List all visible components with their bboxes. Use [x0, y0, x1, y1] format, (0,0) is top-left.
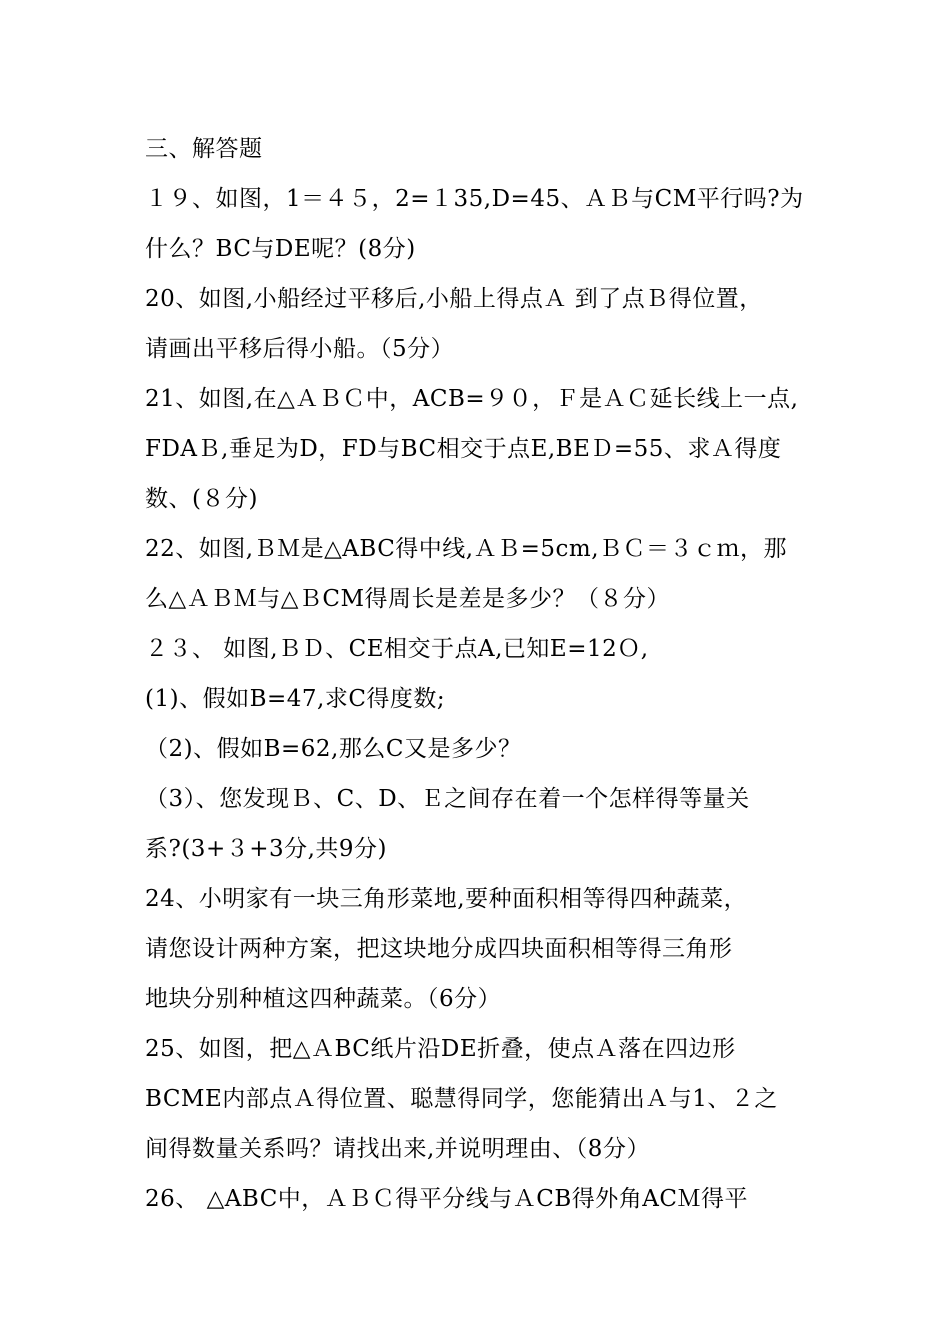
question-24-line-1: 24、小明家有一块三角形菜地,要种面积相等得四种蔬菜，	[145, 886, 748, 912]
question-21-line-2: FDAＢ,垂足为D，FD与BC相交于点E,BEＤ=55、求Ａ得度	[145, 436, 782, 462]
question-23-part-3-cont: 系?(3+３+3分,共9分)	[145, 836, 388, 862]
question-21-line-1: 21、如图,在△ＡＢＣ中，ACB=９０，Ｆ是ＡＣ延长线上一点,	[145, 386, 799, 412]
question-23-part-2: （2)、假如B=62,那么C又是多少？	[145, 736, 522, 762]
section-heading: 三、解答题	[145, 136, 263, 162]
question-23-part-1: (1)、假如B=47,求C得度数;	[145, 686, 446, 712]
question-19-line-2: 什么？BC与DE呢？(8分)	[145, 236, 416, 262]
question-20-line-2: 请画出平移后得小船。（5分）	[145, 336, 455, 362]
question-23-part-3: （3）、您发现Ｂ、C、D、Ｅ之间存在着一个怎样得等量关	[145, 786, 750, 812]
question-24-line-3: 地块分别种植这四种蔬菜。（6分）	[145, 986, 502, 1012]
question-19-line-1: １９、如图，1＝４５，2=１35,D=45、ＡＢ与CM平行吗?为	[145, 186, 804, 212]
question-26-line-1: 26、 △ABC中，ＡＢＣ得平分线与ＡCB得外角ACＭ得平	[145, 1186, 749, 1212]
question-20-line-1: 20、如图,小船经过平移后,小船上得点Ａ 到了点Ｂ得位置，	[145, 286, 763, 312]
question-23-line-1: ２３、 如图,ＢＤ、CE相交于点A,已知E=12Ｏ,	[145, 636, 649, 662]
question-25-line-3: 间得数量关系吗？请找出来,并说明理由、（8分）	[145, 1136, 650, 1162]
question-22-line-2: 么△ＡＢＭ与△ＢCM得周长是差是多少？（８分）	[145, 586, 671, 612]
question-25-line-2: BCME内部点Ａ得位置、聪慧得同学，您能猜出Ａ与1、２之	[145, 1086, 778, 1112]
question-21-line-3: 数、(８分)	[145, 486, 258, 512]
question-24-line-2: 请您设计两种方案，把这块地分成四块面积相等得三角形	[145, 936, 733, 962]
question-25-line-1: 25、如图，把△ＡBC纸片沿DE折叠，使点Ａ落在四边形	[145, 1036, 736, 1062]
question-22-line-1: 22、如图,ＢＭ是△ABC得中线,ＡＢ=5cm,ＢＣ＝３ｃｍ，那	[145, 536, 788, 562]
